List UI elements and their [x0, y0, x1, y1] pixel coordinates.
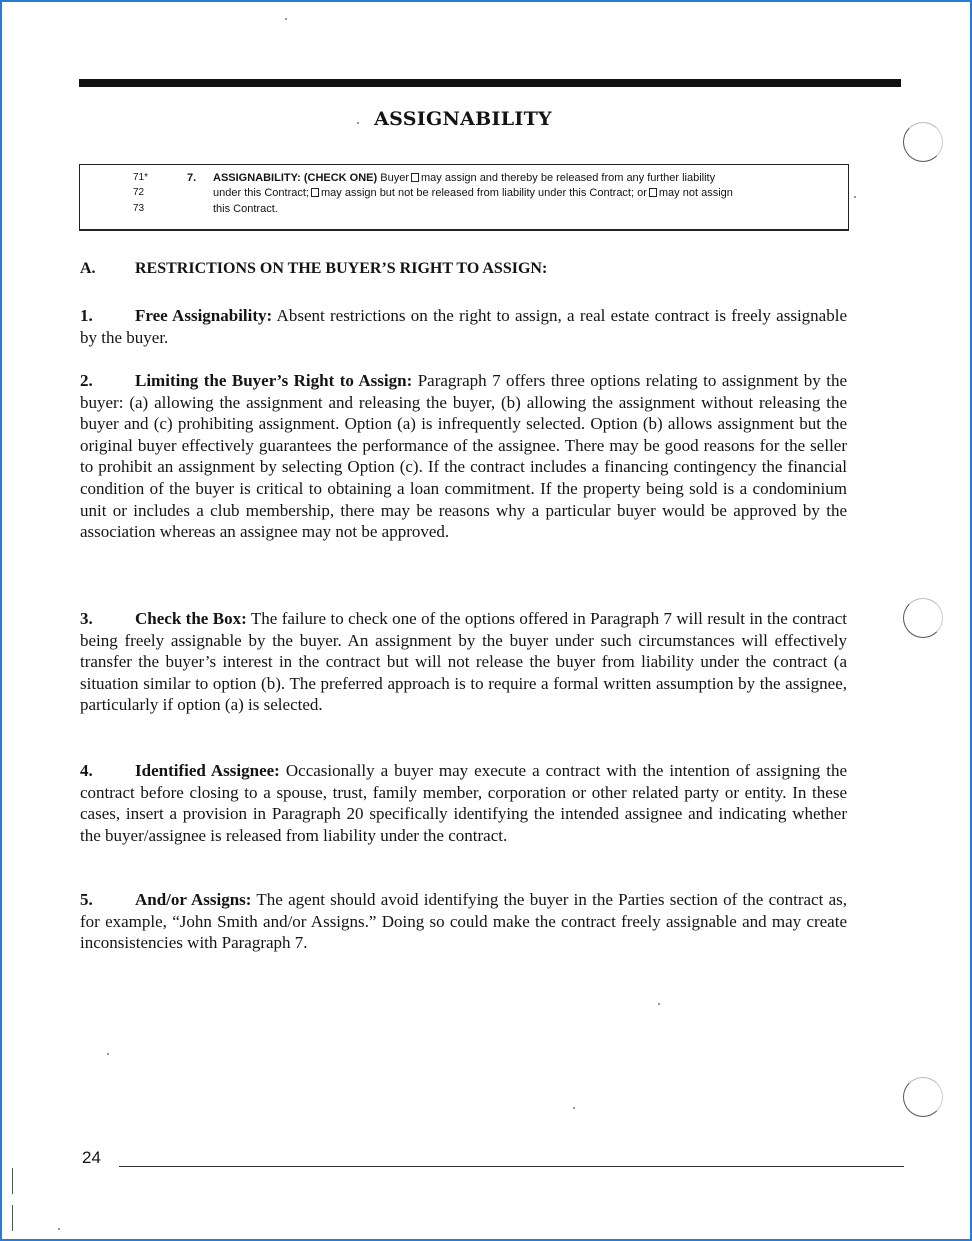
excerpt-line-3 — [80, 203, 848, 219]
option-a-checkbox[interactable] — [411, 173, 419, 182]
paragraph-title: Free Assignability: — [135, 306, 273, 325]
paragraph-4 — [80, 760, 847, 846]
paragraph-text: The failure to check one of the options offered in Paragraph 7 will result in the contract being freely assignable by the buyer. An assignment by the buyer under such circumstances will effectively transfer the buyer’s interest in the contract but will not release the buyer from liability under the contract (a situation similar to option (b). The preferred approach is to require a formal written assumption by the assignee, particularly if option (a) is selected. — [80, 609, 847, 715]
excerpt-fragment: may assign but not be released from liability under this Contract; or — [321, 187, 647, 199]
paragraph-1 — [80, 305, 847, 348]
paragraph-5 — [80, 889, 847, 954]
paragraph-number: 3. — [80, 609, 93, 628]
excerpt-line-1 — [80, 172, 848, 188]
paragraph-text: Occasionally a buyer may execute a contract with the intention of assigning the contract before closing to a spouse, trust, family member, corporation or other related party or entity. In these cases, insert a provision in Paragraph 20 specifically identifying the intended assignee and indicating whether the buyer/assignee is released from liability under the contract. — [80, 761, 848, 845]
line-number: 73 — [133, 203, 145, 214]
punch-hole-middle — [903, 598, 943, 638]
paragraph-number: 1. — [80, 306, 93, 325]
scan-speck — [658, 1003, 660, 1005]
option-c-checkbox[interactable] — [649, 188, 657, 197]
paragraph-title: Check the Box: — [135, 609, 247, 628]
top-rule — [79, 79, 901, 87]
excerpt-fragment: may assign and thereby be released from any further liability — [421, 172, 716, 184]
footer-rule — [119, 1166, 904, 1167]
scan-speck — [58, 1228, 60, 1230]
section-heading-text: RESTRICTIONS ON THE BUYER’S RIGHT TO ASSIGN: — [135, 260, 548, 277]
option-b-checkbox[interactable] — [311, 188, 319, 197]
paragraph-2 — [80, 370, 847, 543]
punch-hole-bottom — [903, 1077, 943, 1117]
excerpt-fragment: under this Contract; — [213, 187, 309, 199]
line-number: 71* — [133, 172, 149, 183]
paragraph-text: Absent restrictions on the right to assign, a real estate contract is freely assignable by the buyer. — [80, 306, 847, 347]
scan-speck — [107, 1053, 109, 1055]
section-heading — [80, 260, 547, 278]
punch-hole-top — [903, 122, 943, 162]
paragraph-text: Paragraph 7 offers three options relating to assignment by the buyer: (a) allowing the assignment and releasing the buyer, (b) allowing the assignment without releasing the buyer and (c) prohibiting assignment. Option (a) is infrequently selected. Option (b) allows assignment but the original buyer effectively guarantees the performance of the assignee. There may be good reasons for the seller to prohibit an assignment by selecting Option (c). If the contract includes a financing contingency the financial condition of the buyer is critical to obtaining a loan commitment. If the property being sold is a condominium unit or includes a club membership, there may be reasons why a particular buyer would be approved by the association whereas an assignee may not be approved. — [80, 371, 847, 542]
paragraph-text: The agent should avoid identifying the buyer in the Parties section of the contract as, for example, “John Smith and/or Assigns.” Doing so could make the contract freely assignable and may create inconsistencies with Paragraph 7. — [80, 890, 847, 953]
page-title: ASSIGNABILITY — [374, 108, 552, 130]
excerpt-text: this Contract. — [213, 203, 278, 215]
paragraph-number: 4. — [80, 761, 93, 780]
scan-speck — [285, 18, 287, 20]
margin-tick — [12, 1205, 13, 1231]
paragraph-title: Limiting the Buyer’s Right to Assign: — [135, 371, 413, 390]
line-number: 72 — [133, 187, 145, 198]
item-label: ASSIGNABILITY: (CHECK ONE) — [213, 172, 378, 184]
margin-tick — [12, 1168, 13, 1194]
contract-excerpt-box — [79, 164, 849, 231]
scan-speck — [573, 1107, 575, 1109]
page-number: 24 — [82, 1148, 101, 1167]
section-letter: A. — [80, 260, 96, 277]
excerpt-text — [213, 187, 733, 199]
scan-speck — [357, 122, 359, 124]
excerpt-fragment: Buyer — [380, 172, 409, 184]
scan-speck — [854, 196, 856, 198]
item-number: 7. — [187, 172, 197, 184]
paragraph-title: Identified Assignee: — [135, 761, 280, 780]
excerpt-line-2 — [80, 187, 848, 203]
excerpt-text — [213, 172, 715, 184]
paragraph-number: 5. — [80, 890, 93, 909]
paragraph-title: And/or Assigns: — [135, 890, 252, 909]
paragraph-number: 2. — [80, 371, 93, 390]
paragraph-3 — [80, 608, 847, 716]
excerpt-fragment: may not assign — [658, 187, 733, 199]
